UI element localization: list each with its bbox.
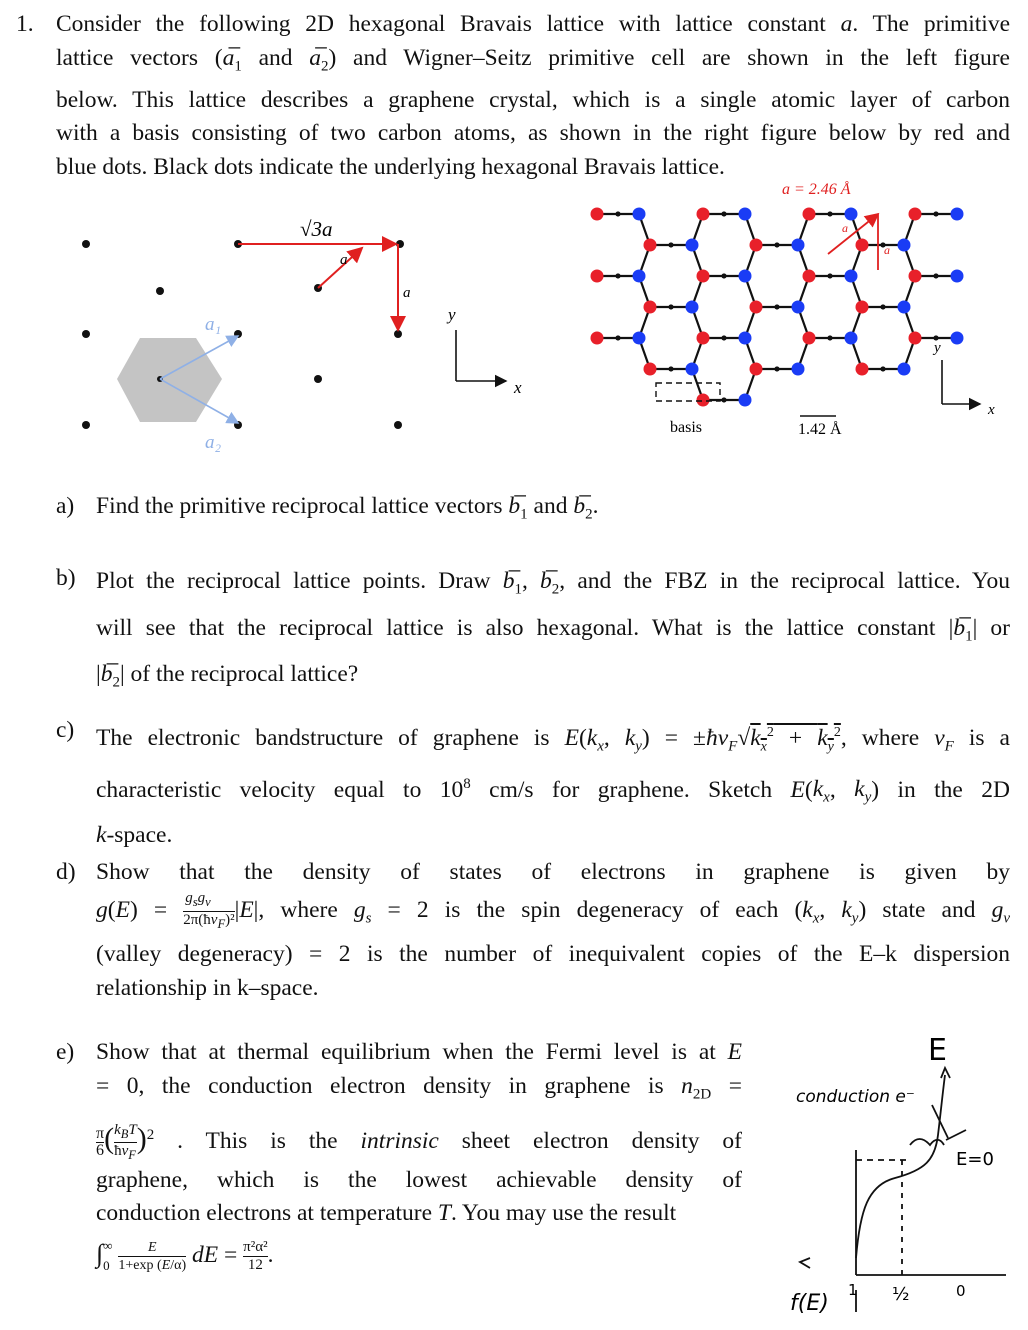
red-atom (591, 208, 604, 221)
red-atom (803, 270, 816, 283)
sketch-E-label: E (928, 1033, 947, 1068)
part-a-label: a) (56, 493, 75, 519)
graphene-x-label: x (988, 402, 995, 418)
y-axis-label: y (448, 305, 456, 324)
part-d-line-1: Show that the density of states of electrons in graphene is given by (96, 859, 1010, 885)
blue-atom (898, 363, 911, 376)
red-atom (591, 270, 604, 283)
part-e-line-3: $\frac{\pi}{6}$ ( $k_BT$ $ħv_F$ )$^2$ . This is the intrinsic sheet electron density of (96, 1121, 743, 1162)
lattice-point (722, 336, 727, 341)
intro-line-3: below. This lattice describes a graphene crystal, which is a single atomic layer of carbon (56, 86, 1010, 113)
lattice-point (669, 305, 674, 310)
red-atom (644, 301, 657, 314)
red-atom (750, 301, 763, 314)
problem-intro (56, 8, 1010, 184)
part-d-label: d) (56, 859, 76, 885)
sketch-tick-0: 0 (956, 1282, 966, 1300)
blue-atom (686, 239, 699, 252)
wigner-seitz-cell (117, 338, 222, 422)
red-atom (803, 208, 816, 221)
blue-atom (845, 270, 858, 283)
sketch-left-arrow (800, 1258, 810, 1268)
red-atom (697, 208, 710, 221)
blue-atom (739, 208, 752, 221)
graphene-a-vert-label: a (884, 243, 890, 257)
part-e-label: e) (56, 1039, 75, 1065)
lattice-point (669, 367, 674, 372)
blue-atom (686, 301, 699, 314)
bond-length-label: 1.42 Å (798, 421, 842, 438)
red-atom (856, 239, 869, 252)
lattice-point (722, 212, 727, 217)
blue-atom (845, 332, 858, 345)
blue-atom (951, 208, 964, 221)
lattice-point (828, 212, 833, 217)
problem-number: 1. (16, 11, 34, 37)
part-b-text (96, 562, 1010, 702)
x-axis-label: x (514, 378, 522, 397)
lattice-point (828, 336, 833, 341)
graphene-figure (560, 170, 1028, 470)
part-a-text: Find the primitive reciprocal lattice vectors $b_1$ and $b_2$. (96, 493, 599, 523)
blue-atom (792, 301, 805, 314)
part-b-line-2: will see that the reciprocal lattice is also hexagonal. What is the lattice constant $|b_1|$ or (96, 614, 1011, 645)
blue-atom (951, 270, 964, 283)
lattice-point (934, 212, 939, 217)
a1-label: a₁ (205, 314, 222, 335)
part-c-line-1: The electronic bandstructure of graphene is $E(k_x$, $k_y$) = $\pm ħv_F√k_x^2 + k_y^2$, where $v_F$ is a (96, 724, 1010, 755)
red-atom (909, 270, 922, 283)
lattice-point (722, 274, 727, 279)
part-e-line-5: conduction electrons at temperature T. You may use the result (96, 1200, 677, 1227)
blue-atom (845, 208, 858, 221)
part-c-text (96, 714, 1010, 854)
sketch-shaded-hatch (910, 1139, 944, 1145)
part-d-line-4: relationship in k–space. (96, 974, 319, 1001)
part-c-label: c) (56, 717, 75, 743)
graphene-y-label: y (934, 340, 941, 356)
lattice-point (722, 398, 727, 403)
part-e-line-2: = 0, the conduction electron density in graphene is $n_{2D}$ = (96, 1072, 742, 1103)
part-c-line-2: characteristic velocity equal to $10^8$ cm/s for graphene. Sketch $E(k_x$, $k_y$) in the 2D (96, 775, 1010, 807)
fermi-sketch (760, 1020, 1028, 1320)
intro-line-1: Consider the following 2D hexagonal Bravais lattice with lattice constant a. The primitive (56, 11, 1010, 37)
blue-atom (633, 208, 646, 221)
red-atom (591, 332, 604, 345)
a2-label: a₂ (205, 432, 222, 453)
intro-line-4: with a basis consisting of two carbon atoms, as shown in the right figure below by red and (56, 120, 1010, 147)
part-e-line-1: Show that at thermal equilibrium when the Fermi level is at E (96, 1039, 742, 1065)
part-b-line-3: $|b_2|$ of the reciprocal lattice? (96, 661, 359, 692)
intro-line-5: blue dots. Black dots indicate the underlying hexagonal Bravais lattice. (56, 153, 725, 180)
part-b-line-1: Plot the reciprocal lattice points. Draw $b_1$, $b_2$, and the FBZ in the reciprocal lattice. You (96, 568, 1011, 598)
part-e-text (96, 1036, 742, 1278)
part-b-label: b) (56, 565, 76, 591)
red-atom (856, 363, 869, 376)
blue-atom (686, 363, 699, 376)
part-d-text (96, 856, 1010, 1005)
red-atom (750, 239, 763, 252)
red-atom (697, 394, 710, 407)
part-c-line-3: k-space. (96, 822, 173, 849)
lattice-point (934, 274, 939, 279)
a-diag-label: a (340, 252, 348, 268)
sketch-tick-1: 1 (848, 1281, 858, 1299)
sketch-tick-half: ½ (892, 1284, 910, 1305)
lattice-point (775, 243, 780, 248)
basis-box (656, 383, 720, 401)
lattice-point (616, 274, 621, 279)
sqrt3a-label: √3a (300, 217, 333, 241)
lattice-point (775, 305, 780, 310)
red-atom (644, 239, 657, 252)
left-lattice-figure (0, 170, 560, 470)
red-atom (750, 363, 763, 376)
blue-atom (633, 270, 646, 283)
basis-label: basis (670, 419, 702, 436)
red-atom (644, 363, 657, 376)
blue-atom (792, 363, 805, 376)
red-atom (909, 332, 922, 345)
lattice-point (775, 367, 780, 372)
blue-atom (739, 332, 752, 345)
a-vert-label: a (403, 285, 411, 301)
blue-atom (898, 301, 911, 314)
part-e-line-6: ∫ ∞ 0 $\frac{E}{1+\exp (E/\alpha)}$ dE = $\frac{\text{π²α²}}{12}$ . (96, 1238, 274, 1274)
red-atom (856, 301, 869, 314)
blue-atom (739, 394, 752, 407)
lattice-constant-label: a = 2.46 Å (782, 181, 851, 198)
blue-atom (739, 270, 752, 283)
graphene-a-diag-label: a (842, 221, 848, 235)
part-d-line-2: g(E) = $g_sg_v$ $2\pi(ħv_F)^2$ |E|, where $g_s = 2$ is the spin degeneracy of each ($k_x$, $k_y$) state and $g_v$ (96, 889, 1010, 931)
blue-atom (898, 239, 911, 252)
sketch-conduction-pointer (946, 1130, 966, 1140)
part-d-line-3: (valley degeneracy) = 2 is the number of inequivalent copies of the E–k dispersion (96, 941, 1010, 968)
lattice-point (881, 367, 886, 372)
lattice-point (881, 305, 886, 310)
red-atom (803, 332, 816, 345)
sketch-E0-label: E=0 (956, 1149, 994, 1170)
red-atom (909, 208, 922, 221)
intro-line-2: lattice vectors ($a_1$ and $a_2$) and Wigner–Seitz primitive cell are shown in the left figure (56, 44, 1010, 75)
lattice-point (669, 243, 674, 248)
lattice-point (616, 336, 621, 341)
sketch-fE-label: f(E) (790, 1291, 829, 1316)
blue-atom (633, 332, 646, 345)
lattice-point (828, 274, 833, 279)
blue-atom (951, 332, 964, 345)
lattice-point (616, 212, 621, 217)
red-atom (697, 270, 710, 283)
blue-atom (792, 239, 805, 252)
part-e-line-4: graphene, which is the lowest achievable density of (96, 1166, 742, 1193)
sketch-conduction-label: conduction e⁻ (796, 1087, 915, 1107)
red-atom (697, 332, 710, 345)
